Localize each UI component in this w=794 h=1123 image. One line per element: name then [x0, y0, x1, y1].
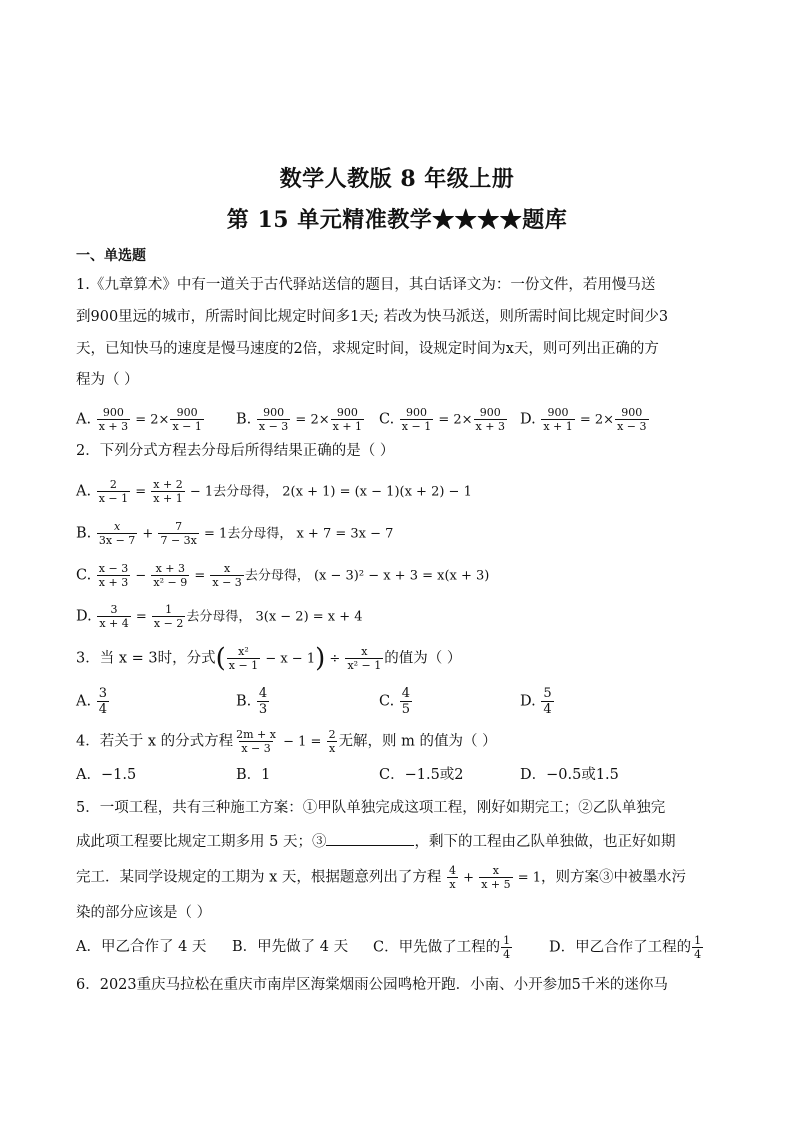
q1-option-d[interactable]: D. $\frac{900}{x + 1}$ = 2× $\frac{900}{x - 3}$	[520, 406, 647, 433]
q2-option-a[interactable]: A. $\frac{2}{x - 1}$ = $\frac{x + 2}{x + 1}$ − 1去分母得， 2(x + 1) = (x − 1)(x + 2) − 1	[76, 478, 472, 505]
q4-option-c[interactable]: C．−1.5或2	[379, 767, 464, 783]
q5-line1: 5．一项工程，共有三种施工方案：①甲队单独完成这项工程，刚好如期完工；②乙队单独完	[76, 800, 666, 816]
q1-option-a[interactable]: A. $\frac{900}{x + 3}$ = 2× $\frac{900}{x - 1}$	[76, 406, 202, 433]
doc-title: 数学人教版 8 年级上册	[279, 166, 515, 192]
q4-stem: 4．若关于 x 的分式方程 $\frac{2m + x}{x - 3}$ − 1 = $\frac{2}{x}$ 无解，则 m 的值为（ ）	[76, 728, 497, 755]
q4-option-a[interactable]: A．−1.5	[76, 767, 137, 783]
q4-option-d[interactable]: D．−0.5或1.5	[520, 767, 619, 783]
section-heading: 一、单选题	[76, 248, 146, 264]
q5-option-b[interactable]: B．甲先做了 4 天	[232, 939, 349, 955]
q6-line1: 6．2023重庆马拉松在重庆市南岸区海棠烟雨公园鸣枪开跑．小南、小开参加5千米的迷你马	[76, 977, 668, 993]
q3-stem: 3．当 x = 3时，分式( $\frac{\text{x²}}{x - 1}$ − x − 1) ÷ $\frac{x}{\text{x² − 1}}$ 的值为（ ）	[76, 643, 462, 674]
q1-line2: 到900里远的城市，所需时间比规定时间多1天; 若改为快马派送，则所需时间比规定时间少3	[76, 309, 669, 325]
q5-option-d[interactable]: D．甲乙合作了工程的 $\frac{1}{4}$	[549, 934, 702, 961]
q5-line3: 完工．某同学设规定的工期为 x 天，根据题意列出了方程 $\frac{4}{x}$ + $\frac{x}{x + 5}$ = 1，则方案③中被墨水污	[76, 864, 687, 891]
q5-line2: 成此项工程要比规定工期多用 5 天；③ ，剩下的工程由乙队单独做，也正好如期	[76, 831, 721, 852]
q2-option-b[interactable]: B. $\frac{x}{3x - 7}$ + $\frac{7}{7 - 3x}$ = 1去分母得， x + 7 = 3x − 7	[76, 520, 394, 547]
q1-line1: 1.《九章算术》中有一道关于古代驿站送信的题目，其白话译文为：一份文件，若用慢马送	[76, 277, 656, 293]
q5-option-a[interactable]: A．甲乙合作了 4 天	[76, 939, 207, 955]
q1-option-c[interactable]: C. $\frac{900}{x - 1}$ = 2× $\frac{900}{x + 3}$	[379, 406, 505, 433]
doc-subtitle: 第 15 单元精准教学★★★★题库	[226, 207, 568, 233]
q2-stem: 2．下列分式方程去分母后所得结果正确的是（ ）	[76, 443, 395, 459]
ink-blot-blank	[326, 831, 414, 846]
q5-option-c[interactable]: C．甲先做了工程的 $\frac{1}{4}$	[373, 934, 511, 961]
q4-option-b[interactable]: B．1	[236, 767, 271, 783]
q5-line4: 染的部分应该是（ ）	[76, 905, 212, 921]
q2-option-d[interactable]: D. $\frac{3}{x + 4}$ = $\frac{1}{x - 2}$ 去分母得， 3(x − 2) = x + 4	[76, 603, 363, 630]
q1-option-b[interactable]: B. $\frac{900}{x - 3}$ = 2× $\frac{900}{x + 1}$	[236, 406, 363, 433]
q1-line3: 天，已知快马的速度是慢马速度的2倍，求规定时间，设规定时间为x天，则可列出正确的方	[76, 341, 659, 357]
q3-option-a[interactable]: A. $\frac{3}{4}$	[76, 686, 107, 717]
q3-option-d[interactable]: D. $\frac{5}{4}$	[520, 686, 552, 717]
q1-line4: 程为（ ）	[76, 372, 139, 388]
q2-option-c[interactable]: C. $\frac{x - 3}{x + 3}$ − $\frac{x + 3}{\text{x² − 9}}$ = $\frac{x}{x - 3}$ 去分母得， (x − 3)² − x + 3 = x(x + 3)	[76, 562, 490, 589]
q3-option-c[interactable]: C. $\frac{4}{5}$	[379, 686, 411, 717]
q3-option-b[interactable]: B. $\frac{4}{3}$	[236, 686, 268, 717]
